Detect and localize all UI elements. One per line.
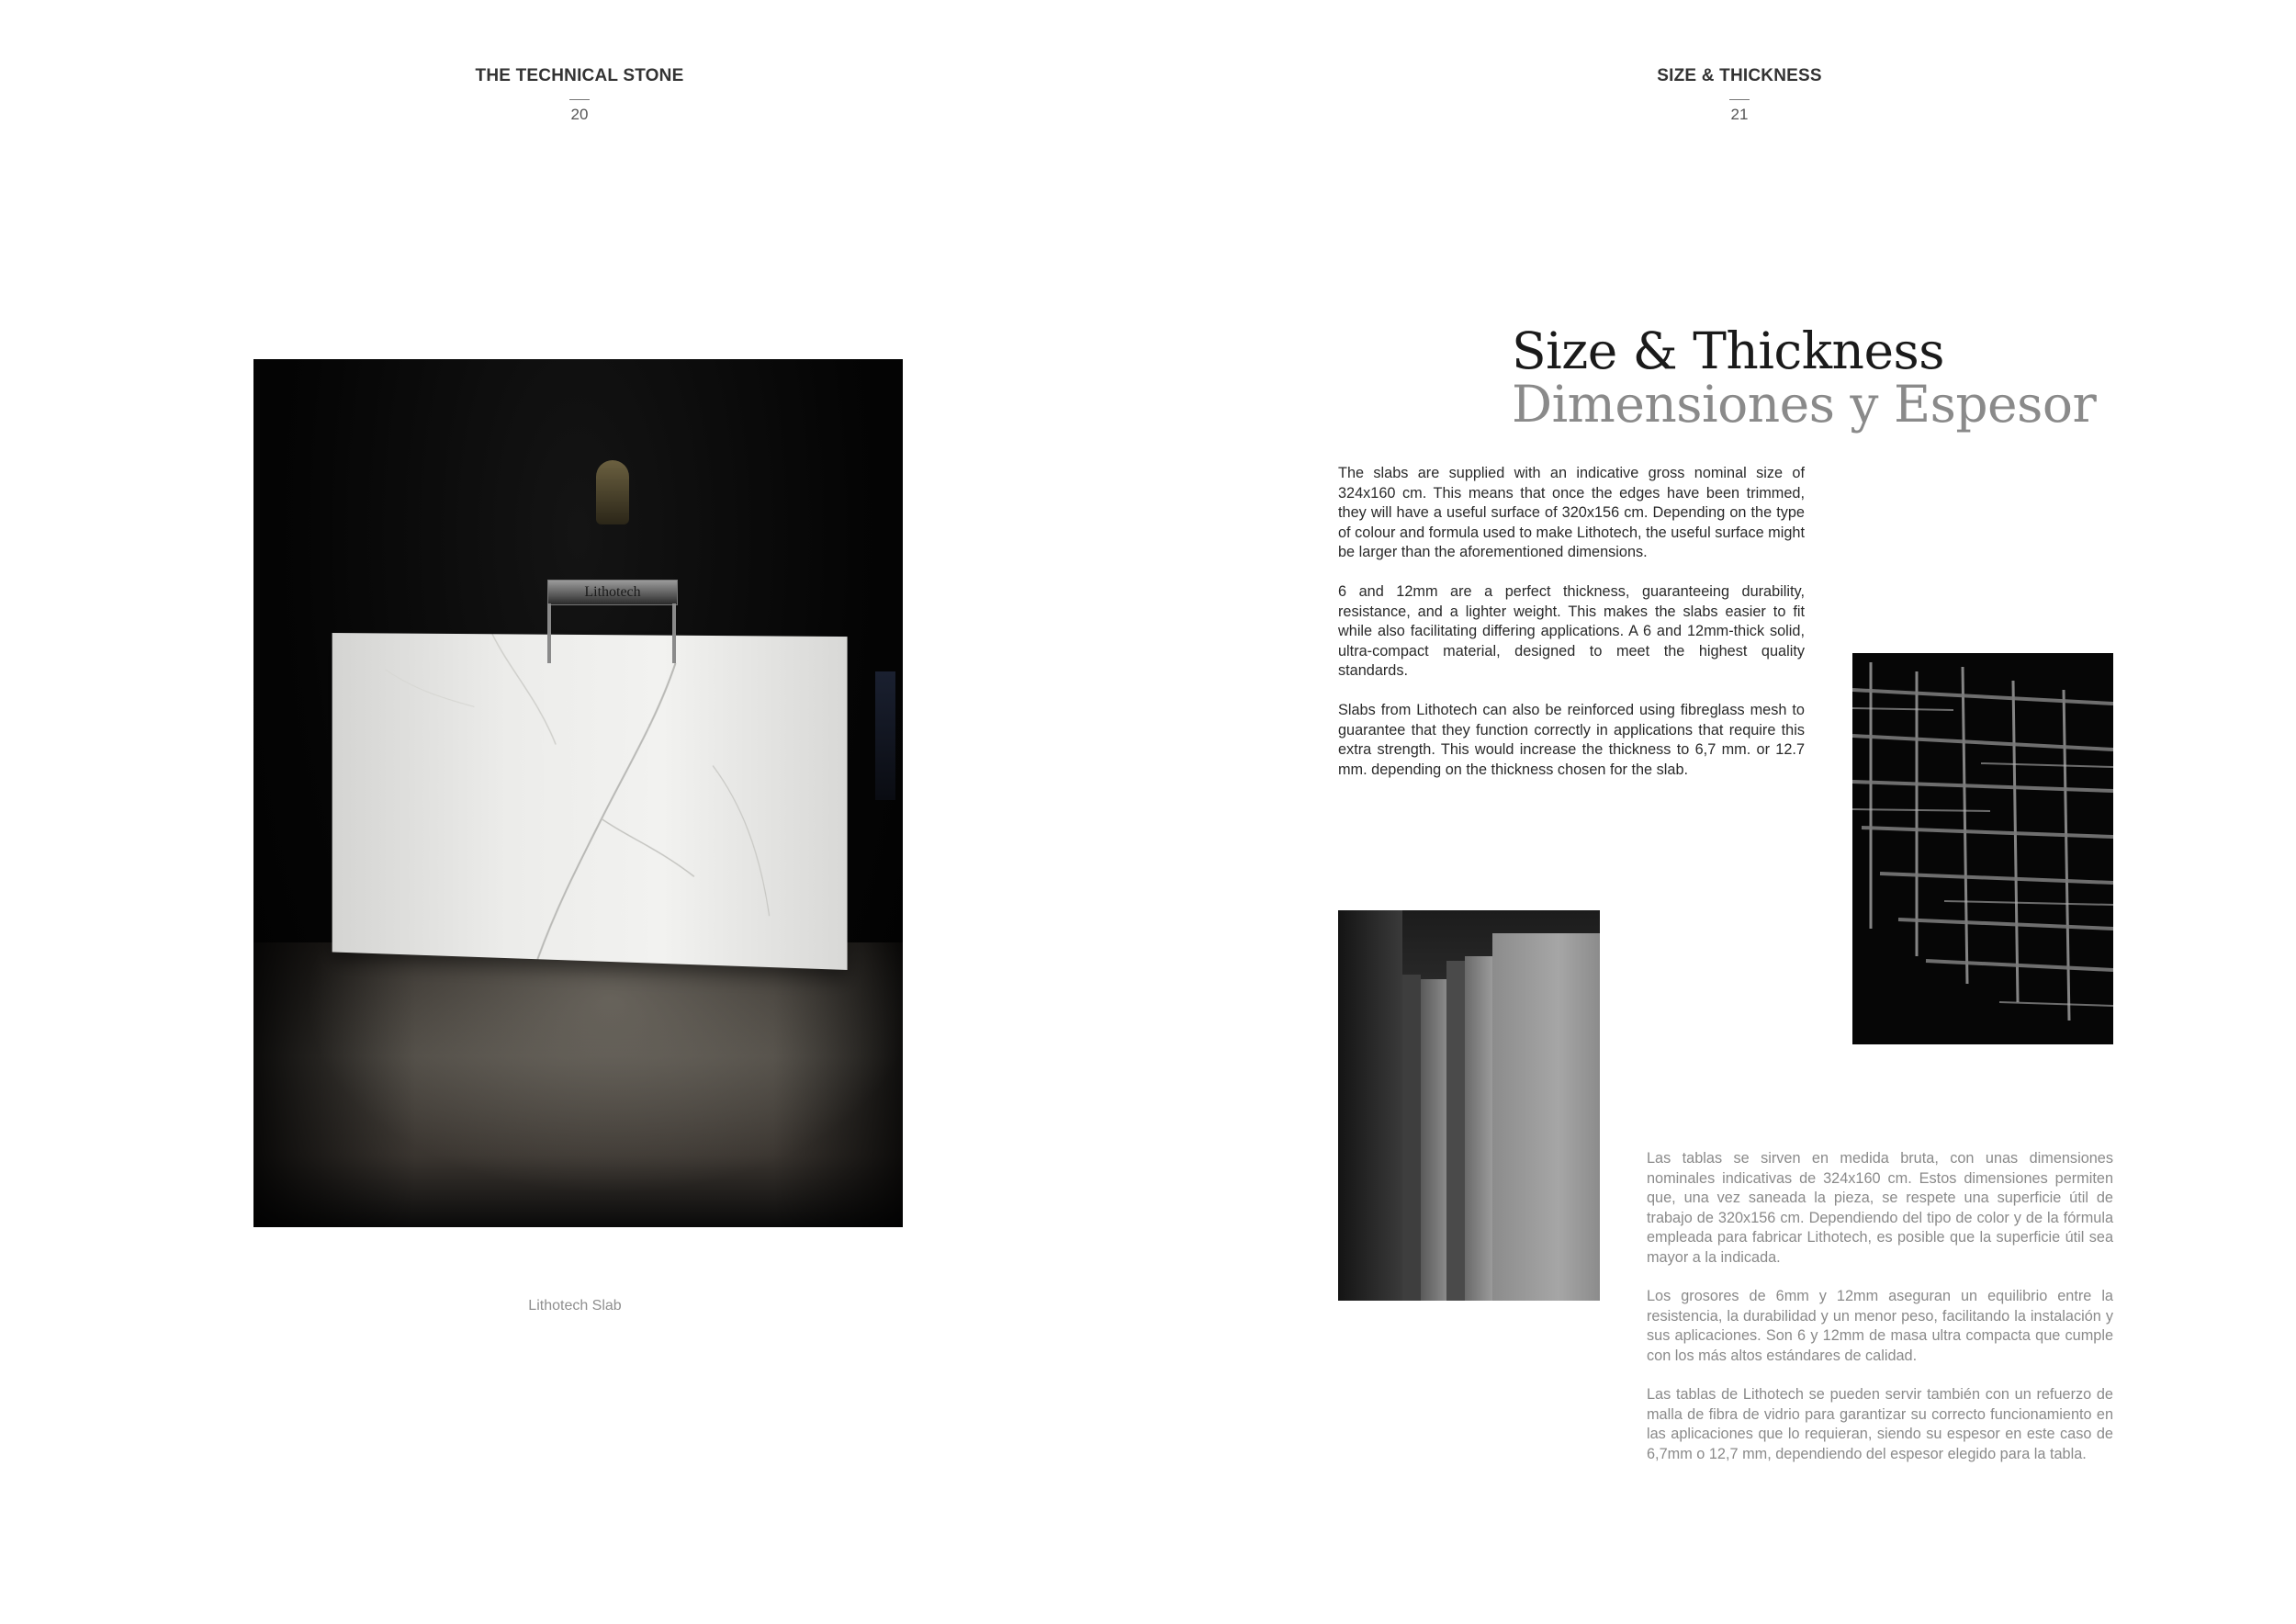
photo-background-rack — [875, 671, 895, 800]
english-paragraph-2 — [1338, 582, 1805, 682]
heading-english: Size & Thickness — [1512, 321, 1944, 380]
left-page-header — [396, 66, 763, 124]
lifting-hook — [596, 460, 629, 524]
lifting-clamp — [547, 580, 678, 605]
spanish-paragraph-text: Las tablas se sirven en medida bruta, con unas dimensiones nominales indicativas de 324x160 cm. Estos dimensiones permiten que, una vez saneada la pieza, se respete una superficie útil de trabajo de 320x156 cm. Dependiendo del tipo de color y de la fórmula empleada para fabricar Lithotech, es posible que la superficie útil sea mayor a la indicada. — [1647, 1150, 2113, 1266]
clamp-arm-right — [672, 603, 676, 663]
spanish-paragraph-3 — [1647, 1385, 2113, 1464]
right-header-title: SIZE & THICKNESS — [1657, 66, 1822, 85]
slab-edge — [1465, 956, 1492, 1301]
spanish-paragraph-1 — [1647, 1149, 2113, 1268]
rack-structure — [1852, 653, 2113, 1044]
slab-edge — [1446, 961, 1465, 1301]
header-divider — [569, 99, 590, 100]
english-paragraph-text: The slabs are supplied with an indicative gross nominal size of 324x160 cm. This means that once the edges have been trimmed, they will have a useful surface of 320x156 cm. Depending on the type of colour and formula used to make Lithotech, the useful surface might be larger than the aforementioned dimensions. — [1338, 465, 1805, 560]
right-page-number: 21 — [1730, 106, 1749, 123]
spanish-paragraph-text: Los grosores de 6mm y 12mm aseguran un equilibrio entre la resistencia, la durabilidad y un menor peso, facilitando la instalación y sus aplicaciones. Son 6 y 12mm de masa ultra compacta que cumple con los más altos estándares de calidad. — [1647, 1288, 2113, 1364]
slab-edges-photo — [1338, 910, 1600, 1301]
photo-caption: Lithotech Slab — [528, 1298, 622, 1314]
slab-face — [1492, 933, 1600, 1301]
spanish-paragraph-text: Las tablas de Lithotech se pueden servir también con un refuerzo de malla de fibra de vidrio para garantizar su correcto funcionamiento en las aplicaciones que lo requieran, siendo su espesor en este caso de 6,7mm o 12,7 mm, dependiendo del espesor elegido para la tabla. — [1647, 1386, 2113, 1462]
slab-edge — [1402, 975, 1421, 1301]
english-paragraph-3 — [1338, 701, 1805, 780]
slab-edge — [1421, 979, 1446, 1301]
spanish-paragraph-2 — [1647, 1287, 2113, 1366]
storage-racks-photo — [1852, 653, 2113, 1044]
english-paragraph-text: Slabs from Lithotech can also be reinforced using fibreglass mesh to guarantee that they function correctly in applications that require this extra strength. This would increase the thickness to 6,7 mm. or 12.7 mm. depending on the thickness chosen for the slab. — [1338, 702, 1805, 778]
heading-spanish: Dimensiones y Espesor — [1512, 375, 2097, 434]
left-header-title: THE TECHNICAL STONE — [475, 66, 684, 85]
english-paragraph-1 — [1338, 464, 1805, 563]
left-page-number: 20 — [570, 106, 589, 123]
edges-shadow — [1338, 910, 1402, 1301]
slab-photo — [253, 359, 903, 1227]
clamp-brand-label: Lithotech — [584, 584, 641, 600]
english-paragraph-text: 6 and 12mm are a perfect thickness, guaranteeing durability, resistance, and a lighter weight. This makes the slabs easier to fit while also facilitating differing applications. A 6 and 12mm-thick solid, ultra-compact material, designed to meet the highest quality standards. — [1338, 583, 1805, 679]
right-page-header — [1556, 66, 1923, 124]
clamp-arm-left — [547, 603, 551, 663]
photo-floor-shade — [253, 942, 903, 1227]
marble-veins — [332, 633, 848, 970]
white-marble-slab — [332, 633, 848, 970]
header-divider — [1729, 99, 1750, 100]
